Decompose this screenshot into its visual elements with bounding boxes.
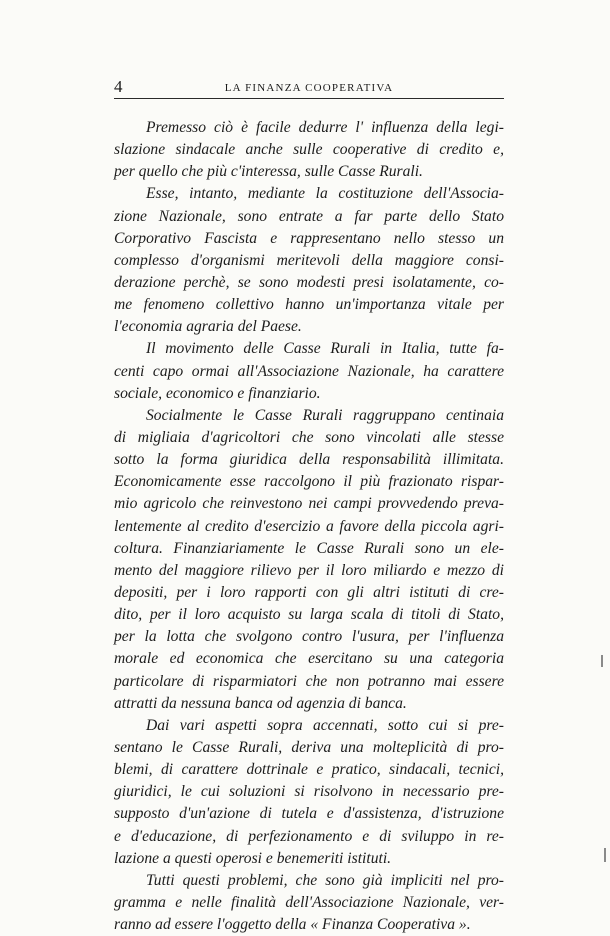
text-line: morale ed economica che esercitano su una categoria [114, 650, 504, 668]
text-line: di migliaia d'agricoltori che sono vincolati alle stesse [114, 428, 504, 446]
text-line: Premesso ciò è facile dedurre l' influenza della legi- [146, 119, 504, 136]
text-line: Il movimento delle Casse Rurali in Italia, tutte fa- [146, 340, 504, 358]
text-line: mio agricolo che reinvestono nei campi provvedendo preva- [114, 495, 504, 513]
scan-edge-mark [601, 655, 603, 667]
text-line: slazione sindacale anche sulle cooperative di credito e, [114, 141, 504, 159]
text-line: zione Nazionale, sono entrate a far parte dello Stato [114, 207, 504, 225]
running-title: LA FINANZA COOPERATIVA [224, 82, 394, 94]
text-line: derazione perchè, se sono modesti presi isolatamente, co- [114, 273, 504, 291]
text-line: giuridici, le cui soluzioni si risolvono in necessario pre- [114, 783, 504, 801]
scan-edge-mark [604, 848, 606, 862]
text-line: per la lotta che svolgono contro l'usura, per l'influenza [114, 628, 504, 646]
text-line: me fenomeno collettivo hanno un'importanza vitale per [114, 296, 504, 314]
text-line: depositi, per i loro rapporti con gli altri istituti di cre- [114, 583, 504, 601]
text-line: blemi, di carattere dottrinale e pratico, sindacali, tecnici, [114, 761, 504, 779]
text-line: sotto la forma giuridica della responsabilità illimitata. [114, 451, 504, 469]
text-line: Socialmente le Casse Rurali raggruppano centinaia [146, 406, 504, 424]
text-line: lentemente al credito d'esercizio a favore della piccola agri- [114, 517, 504, 535]
text-line: ranno ad essere l'oggetto della « Finanza Cooperativa ». [114, 916, 471, 934]
text-line: attratti da nessuna banca od agenzia di banca. [114, 694, 407, 712]
text-line: Tutti questi problemi, che sono già impliciti nel pro- [146, 871, 504, 889]
text-line: complesso d'organismi meritevoli della maggiore consi- [114, 251, 504, 269]
running-head [114, 78, 504, 99]
text-line: particolare di risparmiatori che non potranno mai essere [114, 672, 504, 690]
text-line: centi capo ormai all'Associazione Nazionale, ha carattere [114, 362, 504, 380]
text-line: mento del maggiore rilievo per il loro miliardo e mezzo di [114, 561, 504, 579]
text-line: l'economia agraria del Paese. [114, 318, 302, 336]
text-line: supposto d'un'azione di tutela e d'assistenza, d'istruzione [114, 805, 504, 823]
text-line: gramma e nelle finalità dell'Associazione Nazionale, ver- [114, 893, 504, 911]
text-line: Esse, intanto, mediante la costituzione dell'Associa- [146, 185, 504, 203]
text-line: per quello che più c'interessa, sulle Casse Rurali. [114, 163, 423, 181]
text-line: sentano le Casse Rurali, deriva una molteplicità di pro- [114, 738, 504, 756]
text-line: e d'educazione, di perfezionamento e di sviluppo in re- [114, 827, 504, 845]
text-line: lazione a questi operosi e benemeriti istituti. [114, 849, 392, 867]
body-text [114, 117, 504, 936]
text-line: Corporativo Fascista e rappresentano nello stesso un [114, 229, 504, 247]
text-line: sociale, economico e finanziario. [114, 384, 321, 402]
text-line: Dai vari aspetti sopra accennati, sotto cui si pre- [146, 716, 504, 734]
text-line: coltura. Finanziariamente le Casse Rurali sono un ele- [114, 539, 504, 557]
text-line: dito, per il loro acquisto su larga scala di titoli di Stato, [114, 606, 504, 624]
page-number: 4 [114, 77, 123, 96]
text-line: Economicamente esse raccolgono il più frazionato rispar- [114, 473, 504, 491]
